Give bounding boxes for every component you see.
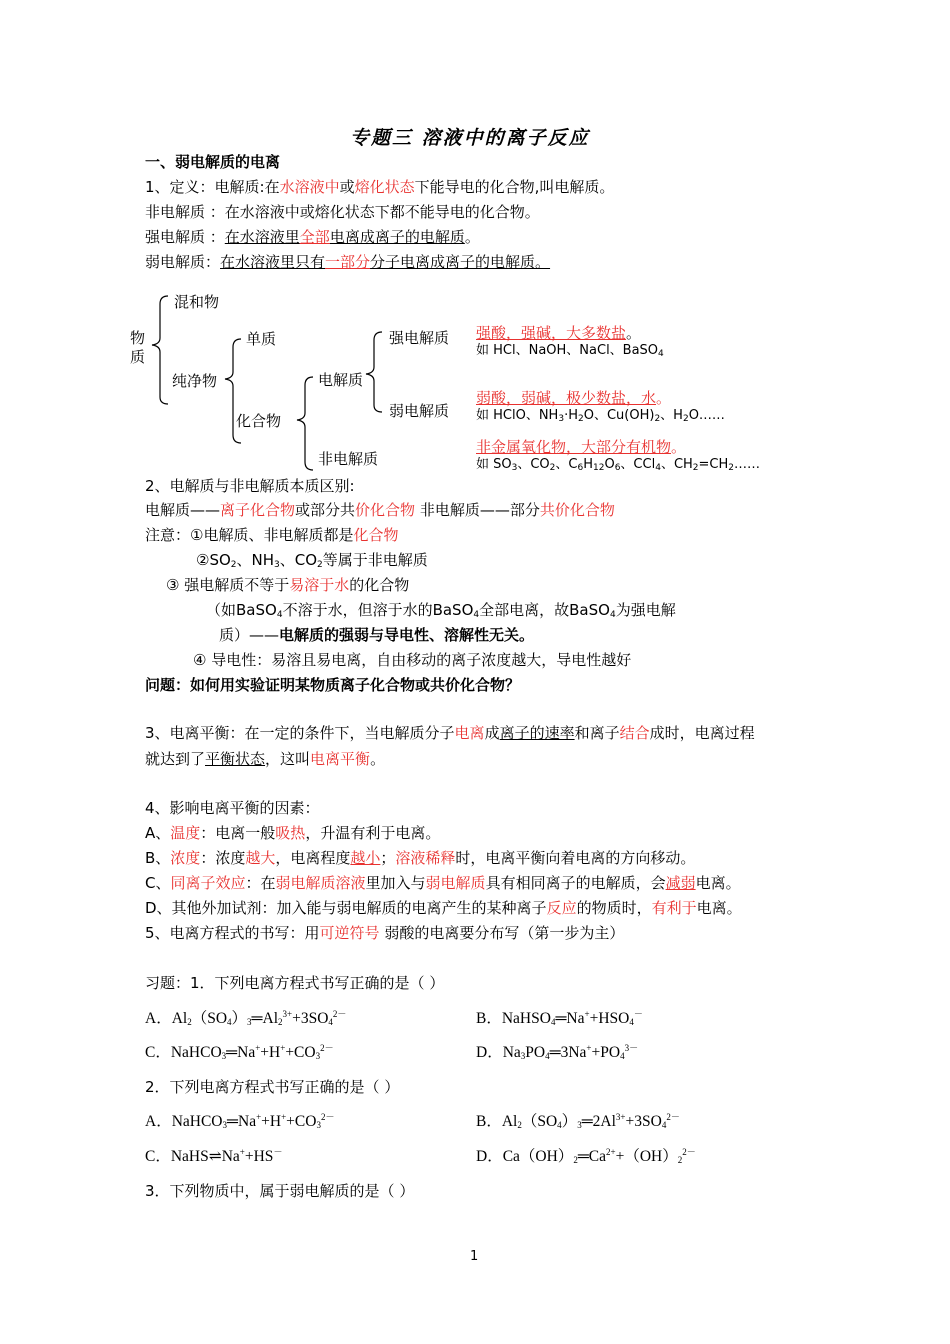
text: 电解质的强弱与导电性、溶解性无关。 <box>279 626 535 644</box>
highlight: 电离平衡 <box>310 750 371 768</box>
highlight: 非金属氧化物，大部分有机物 <box>476 438 672 456</box>
text: 电离。 <box>695 874 741 892</box>
text: 的物质时， <box>576 899 652 917</box>
note-2: $②SO_2$、$NH_3$、$CO_2$等属于非电解质 <box>196 551 428 570</box>
highlight: 弱酸，弱碱，极少数盐，水 <box>476 389 657 407</box>
highlight: 同离子效应 <box>170 874 246 892</box>
text: 1、定义：电解质:在 <box>145 178 280 196</box>
text: 平衡状态 <box>205 750 266 768</box>
text: 或 <box>339 178 355 196</box>
exercise-2-option-b: B．$Al_2(SO_4)_3═2Al^{3+}+3SO_4^{2-}$ <box>476 1112 680 1130</box>
highlight: 电离 <box>454 724 485 742</box>
text: 弱酸的电离要分布写（第一步为主） <box>379 924 625 942</box>
essential-difference-line <box>145 500 615 520</box>
section-1-heading: 一、弱电解质的电离 <box>145 153 281 171</box>
page-number: 1 <box>470 1249 479 1264</box>
text: ：电离一般 <box>200 824 276 842</box>
text: D． <box>476 1044 503 1061</box>
highlight: 化合物 <box>353 526 399 544</box>
text: 成 <box>484 724 500 742</box>
label-element: 单质 <box>246 330 277 348</box>
label-nonelectrolyte: 非电解质 <box>318 450 379 468</box>
highlight: 结合 <box>619 724 650 742</box>
ionization-equilibrium-line-1 <box>145 723 755 743</box>
text: A、 <box>145 824 171 842</box>
highlight: 弱电解质溶液 <box>275 874 366 892</box>
note-1 <box>145 525 398 545</box>
text: D． <box>476 1148 503 1165</box>
factor-b <box>145 848 695 868</box>
ionization-equilibrium-line-2 <box>145 749 385 769</box>
label-wu: 物 <box>130 329 146 347</box>
exercise-1-option-b: B．$NaHSO_4═Na^++HSO_4^-$ <box>476 1009 643 1027</box>
highlight: 全部 <box>299 228 330 246</box>
text: 5、电离方程式的书写：用 <box>145 924 320 942</box>
highlight: 离子化合物 <box>220 501 296 519</box>
text: 下能导电的化合物,叫电解质。 <box>414 178 615 196</box>
weak-electrolyte-examples: 如 HClO、$NH_3\cdot H_2O$、$Cu(OH)_2$、$H_2O\dots\dots$ <box>476 408 725 424</box>
exercise-1-option-d: D．$Na_3PO_4═3Na^++PO_4^{3-}$ <box>476 1043 639 1061</box>
highlight: 温度 <box>170 824 201 842</box>
text: B． <box>476 1113 502 1130</box>
highlight: 价化合物 <box>355 501 416 519</box>
text: A． <box>145 1113 172 1130</box>
exercise-2-option-c: C．NaHS⇌Na++HS－ <box>145 1147 283 1165</box>
text: 等属于非电解质 <box>322 551 428 569</box>
highlight: 溶液稀释 <box>395 849 456 867</box>
factor-d <box>145 898 742 918</box>
highlight: 共价化合物 <box>539 501 615 519</box>
label-electrolyte: 电解质 <box>318 371 364 389</box>
exercise-1-question: 习题：1．下列电离方程式书写正确的是（ ） <box>145 974 445 992</box>
section-4-heading: 4、影响电离平衡的因素： <box>145 799 320 817</box>
text: B、 <box>145 849 171 867</box>
text: ，电离程度 <box>275 849 351 867</box>
highlight: 越大 <box>245 849 276 867</box>
highlight: 减弱 <box>665 874 696 892</box>
highlight: 有利于 <box>651 899 697 917</box>
text: D、其他外加试剂：加入能与弱电解质的电离产生的某种离子 <box>145 899 547 917</box>
text: 和离子 <box>574 724 620 742</box>
text: 在水溶液里 <box>224 228 300 246</box>
text: 离子的速率 <box>499 724 575 742</box>
text: 非电解质——部分 <box>415 501 540 519</box>
text: ； <box>380 849 396 867</box>
strong-electrolyte-desc <box>476 323 641 343</box>
text: 。 <box>464 228 480 246</box>
label-compound: 化合物 <box>236 412 282 430</box>
exercise-2-question: 2．下列电离方程式书写正确的是（ ） <box>145 1078 400 1096</box>
nonelectrolyte-examples: 如 $SO_3$、$CO_2$、$C_6H_{12}O_6$、CCl$_4$、$CH_2=CH_2\dots\dots$ <box>476 457 761 473</box>
text: 强电解质 ： <box>145 228 225 246</box>
text: 。 <box>656 389 672 407</box>
text: 具有相同离子的电解质，会 <box>485 874 666 892</box>
text: ：浓度 <box>200 849 246 867</box>
text: 3、电离平衡：在一定的条件下，当电解质分子 <box>145 724 455 742</box>
highlight: 越小 <box>350 849 381 867</box>
text: ，升温有利于电离。 <box>305 824 441 842</box>
label-strong-electrolyte: 强电解质 <box>389 329 450 347</box>
text: 分子电离成离子的电解质。 <box>370 253 551 271</box>
text: 弱电解质： <box>145 253 221 271</box>
note-3-conclusion <box>219 625 534 645</box>
nonelectrolyte-desc <box>476 437 686 457</box>
highlight: 浓度 <box>170 849 201 867</box>
text: 。 <box>671 438 687 456</box>
highlight: 水溶液中 <box>279 178 340 196</box>
text: 电解质—— <box>145 501 221 519</box>
highlight: 一部分 <box>325 253 371 271</box>
exercise-2-option-a: A．$NaHCO_3═Na^++H^++CO_3^{2-}$ <box>145 1112 335 1130</box>
exercise-2-option-d: D．$Ca(OH)_2═Ca^{2+}+(OH)_2^{2-}$ <box>476 1147 696 1165</box>
text: A． <box>145 1010 172 1027</box>
text: 在水溶液里只有 <box>220 253 326 271</box>
exercise-1-option-a: A．$Al_2(SO_4)_3═Al_2^{3+}+3SO_4^{2-}$ <box>145 1009 347 1027</box>
text: 全部电离，故 <box>479 601 570 619</box>
text: 质）—— <box>219 626 280 644</box>
highlight: 熔化状态 <box>354 178 415 196</box>
text: ：在 <box>245 874 276 892</box>
strong-electrolyte-examples: 如 HCl、NaOH、NaCl、BaSO$_4$ <box>476 343 664 359</box>
text: 不溶于水，但溶于水的 <box>282 601 433 619</box>
label-mixture: 混和物 <box>174 293 220 311</box>
text: 为强电解 <box>615 601 676 619</box>
text: C、 <box>145 874 171 892</box>
text: 电离成离子的电解质 <box>329 228 465 246</box>
question-line: 问题：如何用实验证明某物质离子化合物或共价化合物？ <box>145 676 521 694</box>
text: B． <box>476 1010 502 1027</box>
text: 电离。 <box>696 899 742 917</box>
section-5-line <box>145 923 624 943</box>
label-pure-substance: 纯净物 <box>172 372 218 390</box>
definition-nonelectrolyte: 非电解质 ：在水溶液中或熔化状态下都不能导电的化合物。 <box>145 203 540 221</box>
text: C． <box>145 1148 171 1165</box>
exercise-3-question: 3．下列物质中，属于弱电解质的是（ ） <box>145 1182 415 1200</box>
label-weak-electrolyte: 弱电解质 <box>389 402 450 420</box>
text: 。 <box>626 324 642 342</box>
text: 的化合物 <box>349 576 410 594</box>
text: ，这叫 <box>265 750 311 768</box>
document-title: 专题三 溶液中的离子反应 <box>350 127 590 149</box>
text: 成时，电离过程 <box>649 724 755 742</box>
highlight: 弱电解质 <box>425 874 486 892</box>
text: ③ 强电解质不等于 <box>166 576 290 594</box>
highlight: 反应 <box>546 899 577 917</box>
text: 里加入与 <box>365 874 426 892</box>
highlight: 可逆符号 <box>319 924 380 942</box>
highlight: 吸热 <box>275 824 306 842</box>
text: 时，电离平衡向着电离的方向移动。 <box>455 849 696 867</box>
text: C． <box>145 1044 171 1061</box>
label-zhi: 质 <box>130 348 146 366</box>
note-3-example: （如BaSO$_4$不溶于水，但溶于水的BaSO$_4$全部电离，故BaSO$_4$为强电解 <box>206 601 676 620</box>
note-4: ④ 导电性：易溶且易电离，自由移动的离子浓度越大，导电性越好 <box>193 651 632 669</box>
highlight: 强酸，强碱，大多数盐 <box>476 324 627 342</box>
text: 。 <box>370 750 386 768</box>
factor-c <box>145 873 741 893</box>
text: 或部分共 <box>295 501 356 519</box>
weak-electrolyte-desc <box>476 388 671 408</box>
section-2-heading: 2、电解质与非电解质本质区别: <box>145 477 355 495</box>
exercise-1-option-c: C．$NaHCO_3═Na^++H^++CO_3^{2-}$ <box>145 1043 334 1061</box>
highlight: 易溶于水 <box>289 576 350 594</box>
text: 注意：①电解质、非电解质都是 <box>145 526 354 544</box>
text: 就达到了 <box>145 750 206 768</box>
text: （如 <box>206 601 237 619</box>
note-3 <box>166 575 409 595</box>
factor-a <box>145 823 440 843</box>
